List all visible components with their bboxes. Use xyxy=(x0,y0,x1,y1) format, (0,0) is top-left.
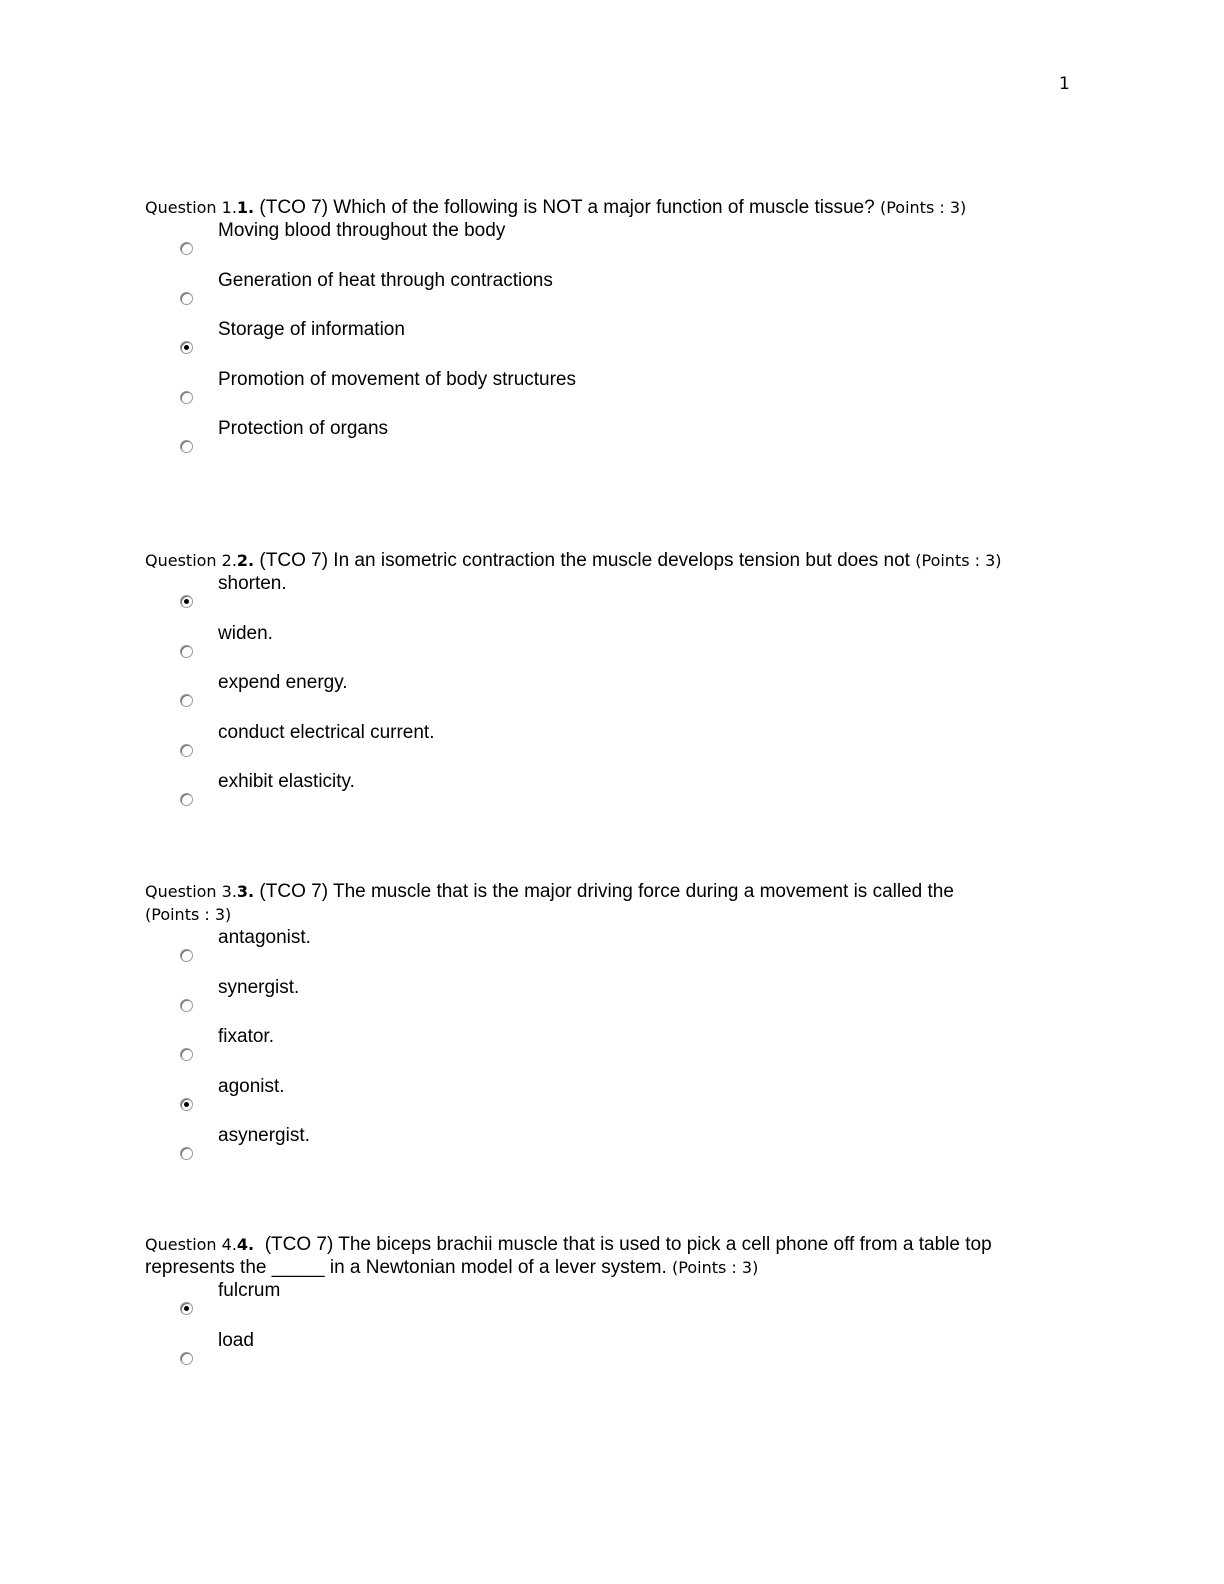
answer-options xyxy=(145,572,1085,820)
question-1 xyxy=(145,196,1045,467)
radio-button[interactable] xyxy=(180,999,193,1012)
question-text: (TCO 7) In an isometric contraction the muscle develops tension but does not xyxy=(254,550,916,571)
answer-option-label[interactable]: fulcrum xyxy=(218,1280,281,1301)
answer-option-label[interactable]: shorten. xyxy=(218,573,287,594)
question-heading xyxy=(145,1233,1045,1279)
answer-option xyxy=(145,1075,975,1125)
answer-option xyxy=(145,318,1045,368)
question-number: 2. xyxy=(236,551,255,570)
question-text: (TCO 7) The biceps brachii muscle that is used to pick a cell phone off from a table top represents the _____ in a Newtonian model of a lever system. xyxy=(145,1234,997,1278)
question-points: (Points : 3) xyxy=(672,1258,759,1277)
question-label: Question 3. xyxy=(145,882,237,901)
answer-option-label[interactable]: conduct electrical current. xyxy=(218,721,435,743)
question-text: (TCO 7) Which of the following is NOT a major function of muscle tissue? xyxy=(254,197,880,218)
answer-option xyxy=(145,417,1045,467)
answer-option xyxy=(145,1329,1045,1379)
answer-option xyxy=(145,572,1085,622)
radio-button[interactable] xyxy=(180,292,193,305)
answer-option xyxy=(145,1124,975,1174)
radio-button[interactable] xyxy=(180,1098,193,1111)
answer-option xyxy=(145,269,1045,319)
radio-button[interactable] xyxy=(180,694,193,707)
answer-option xyxy=(145,219,1045,269)
answer-option-label[interactable]: Promotion of movement of body structures xyxy=(218,368,576,390)
answer-option xyxy=(145,976,975,1026)
question-points: (Points : 3) xyxy=(879,198,967,217)
question-heading xyxy=(145,549,1085,572)
radio-button[interactable] xyxy=(180,744,193,757)
radio-button[interactable] xyxy=(180,1302,193,1315)
radio-button[interactable] xyxy=(180,1048,193,1061)
radio-button[interactable] xyxy=(180,595,193,608)
question-points: (Points : 3) xyxy=(145,905,232,924)
question-label: Question 2. xyxy=(145,551,237,570)
question-heading xyxy=(145,196,1045,219)
question-4 xyxy=(145,1233,1045,1378)
radio-button[interactable] xyxy=(180,440,193,453)
question-points: (Points : 3) xyxy=(915,551,1002,570)
radio-button[interactable] xyxy=(180,341,193,354)
answer-option-label[interactable]: exhibit elasticity. xyxy=(218,771,355,792)
question-number: 4. xyxy=(236,1235,255,1254)
question-number: 3. xyxy=(236,882,255,901)
question-label: Question 4. xyxy=(145,1235,237,1254)
question-text: (TCO 7) The muscle that is the major driving force during a movement is called the xyxy=(254,881,954,902)
answer-option-label[interactable]: expend energy. xyxy=(218,672,348,693)
radio-button[interactable] xyxy=(180,1352,193,1365)
answer-option xyxy=(145,770,1085,820)
answer-option xyxy=(145,671,1085,721)
question-label: Question 1. xyxy=(145,198,237,217)
answer-option-label[interactable]: synergist. xyxy=(218,976,300,998)
question-number: 1. xyxy=(236,198,255,217)
answer-option-label[interactable]: Protection of organs xyxy=(218,418,389,439)
answer-option-label[interactable]: Generation of heat through contractions xyxy=(218,269,553,291)
radio-button[interactable] xyxy=(180,645,193,658)
question-heading xyxy=(145,880,975,926)
answer-option-label[interactable]: load xyxy=(218,1329,254,1351)
answer-option-label[interactable]: agonist. xyxy=(218,1075,285,1097)
answer-option xyxy=(145,1279,1045,1329)
answer-option xyxy=(145,721,1085,771)
answer-option xyxy=(145,926,975,976)
answer-option xyxy=(145,622,1085,672)
answer-option-label[interactable]: Storage of information xyxy=(218,319,405,340)
answer-option-label[interactable]: Moving blood throughout the body xyxy=(218,220,506,241)
question-2 xyxy=(145,549,1085,820)
answer-option-label[interactable]: asynergist. xyxy=(218,1125,310,1146)
page-number: 1 xyxy=(1059,74,1070,94)
answer-option-label[interactable]: antagonist. xyxy=(218,927,311,948)
radio-button[interactable] xyxy=(180,242,193,255)
radio-button[interactable] xyxy=(180,391,193,404)
answer-options xyxy=(145,1279,1045,1378)
question-3 xyxy=(145,880,975,1174)
radio-button[interactable] xyxy=(180,793,193,806)
answer-option xyxy=(145,1025,975,1075)
answer-option-label[interactable]: widen. xyxy=(218,622,273,644)
answer-options xyxy=(145,926,975,1174)
answer-options xyxy=(145,219,1045,467)
answer-option-label[interactable]: fixator. xyxy=(218,1026,274,1047)
radio-button[interactable] xyxy=(180,949,193,962)
radio-button[interactable] xyxy=(180,1147,193,1160)
answer-option xyxy=(145,368,1045,418)
